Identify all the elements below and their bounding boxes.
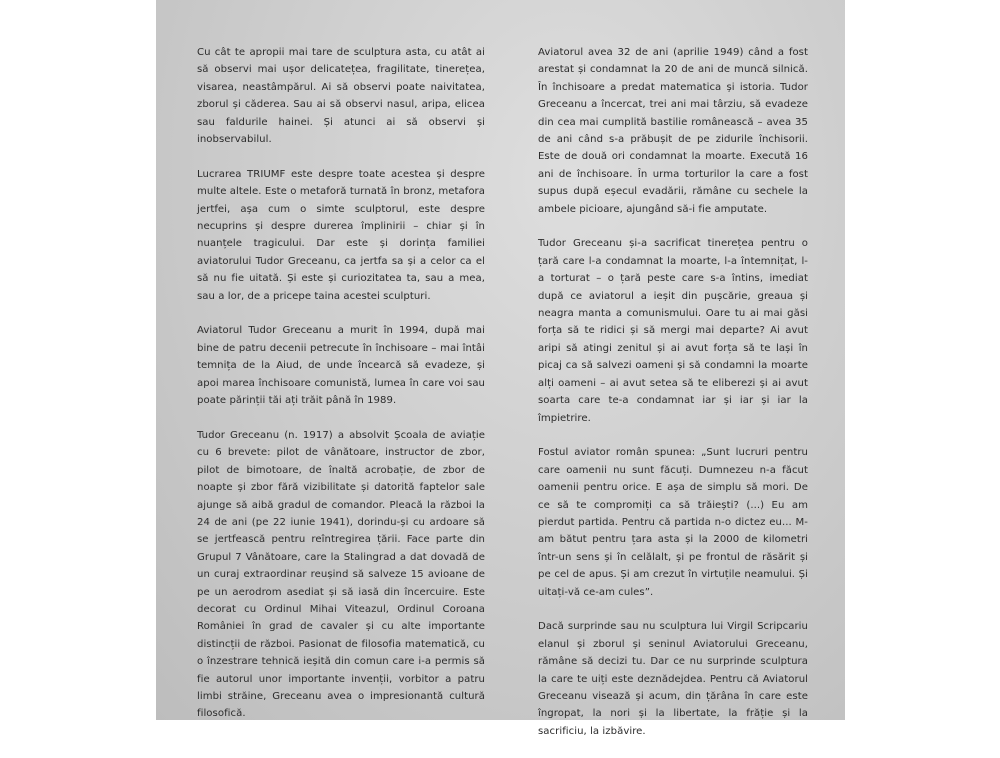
right-column [538, 44, 808, 758]
paragraph-death: Aviatorul Tudor Greceanu a murit în 1994, după mai bine de patru decenii petrecute în închisoare – mai întâi temnița de la Aiud, de unde încearcă să evadeze, și apoi marea închisoare comunistă, lumea în care voi sau poate părinții tăi ați trăit până în 1989. [197, 325, 485, 407]
paragraph-quote: Fostul aviator român spunea: „Sunt lucruri pentru care oamenii nu sunt făcuți. Dumnezeu n-a făcut oamenii pentru orice. E așa de simplu să mori. De ce să te compromiți ca să trăiești? (...) Eu am pierdut partida. Pentru că partida n-o dictez eu... M-am bătut pentru țara asta și la 2000 de kilometri într-un sens și în celălalt, și pe frontul de răsărit și pe cel de apus. Și am crezut în virtuțile neamului. Și uitați-vă ce-am cules”. [538, 447, 808, 598]
paragraph-triumf: Lucrarea TRIUMF este despre toate acestea și despre multe altele. Este o metaforă turnată în bronz, metafora jertfei, așa cum o simte sculptorul, este despre necuprins și despre durerea împlinirii – chiar și în nuanțele tragicului. Dar este și dorința familiei aviatorului Tudor Greceanu, ca jertfa sa și a celor ca el să nu fie uitată. Și este și curiozitatea ta, sau a mea, sau a lor, de a pricepe taina acestei sculpturi. [197, 168, 485, 302]
paragraph-sacrifice: Tudor Greceanu și-a sacrificat tinerețea pentru o țară care l-a condamnat la moarte, l-a întemnițat, l-a torturat – o țară peste care s-a întins, imediat după ce aviatorul a ieșit din pușcărie, greaua și neagra manta a comunismului. Oare tu ai mai găsi forța să te ridici și să mergi mai departe? Ai avut aripi să atingi zenitul și ai avut forța să te lași în picaj ca să salvezi oameni și să condamni la moarte alți oameni – ai avut setea să te eliberezi și ai avut soarta care te-a condamnat iar și iar și iar la împietrire. [538, 238, 808, 424]
left-column [197, 44, 485, 740]
paragraph-arrest: Aviatorul avea 32 de ani (aprilie 1949) când a fost arestat și condamnat la 20 de ani de muncă silnică. În închisoare a predat matematica și istoria. Tudor Greceanu a încercat, trei ani mai târziu, să evadeze din cea mai cumplită bastilie românească – avea 35 de ani când s-a prăbușit de pe zidurile închisorii. Este de două ori condamnat la moarte. Execută 16 ani de închisoare. În urma torturilor la care a fost supus după eșecul evadării, rămâne cu sechele la ambele picioare, ajungând să-i fie amputate. [538, 47, 808, 215]
paragraph-intro: Cu cât te apropii mai tare de sculptura asta, cu atât ai să observi mai ușor delicatețea, fragilitate, tinerețea, visarea, neastâmpărul. Ai să observi poate naivitatea, zborul și căderea. Sau ai să observi nasul, aripa, elicea sau faldurile hainei. Și atunci ai să observi și inobservabilul. [197, 47, 485, 146]
text-panel [156, 0, 845, 737]
paragraph-conclusion: Dacă surprinde sau nu sculptura lui Virgil Scripcariu elanul și zborul și seninul Aviatorului Greceanu, rămâne să decizi tu. Dar ce nu surprinde sculptura la care te uiți este deznădejdea. Pentru că Aviatorul Greceanu visează și acum, din țărâna în care este îngropat, la nori și la libertate, la frăție și la sacrificiu, la izbăvire. [538, 621, 808, 737]
paragraph-biography: Tudor Greceanu (n. 1917) a absolvit Școala de aviație cu 6 brevete: pilot de vânătoare, instructor de zbor, pilot de bimotoare, de înaltă acrobație, de zbor de noapte și zbor fără vizibilitate și datorită faptelor sale ajunge să aibă gradul de comandor. Pleacă la război la 24 de ani (pe 22 iunie 1941), dorindu-și cu ardoare să se jertfească pentru reîntregirea țării. Face parte din Grupul 7 Vânătoare, care la Stalingrad a dat dovadă de un curaj extraordinar reușind să salveze 15 avioane de pe un aerodrom asediat și să iasă din încercuire. Este decorat cu Ordinul Mihai Viteazul, Ordinul Coroana României în grad de cavaler și cu alte importante distincții de război. Pasionat de filosofia matematică, cu o înzestrare tehnică ieșită din comun care i-a permis să fie autorul unor importante invenții, vorbitor a patru limbi străine, Greceanu avea o impresionantă cultură filosofică. [197, 429, 485, 720]
